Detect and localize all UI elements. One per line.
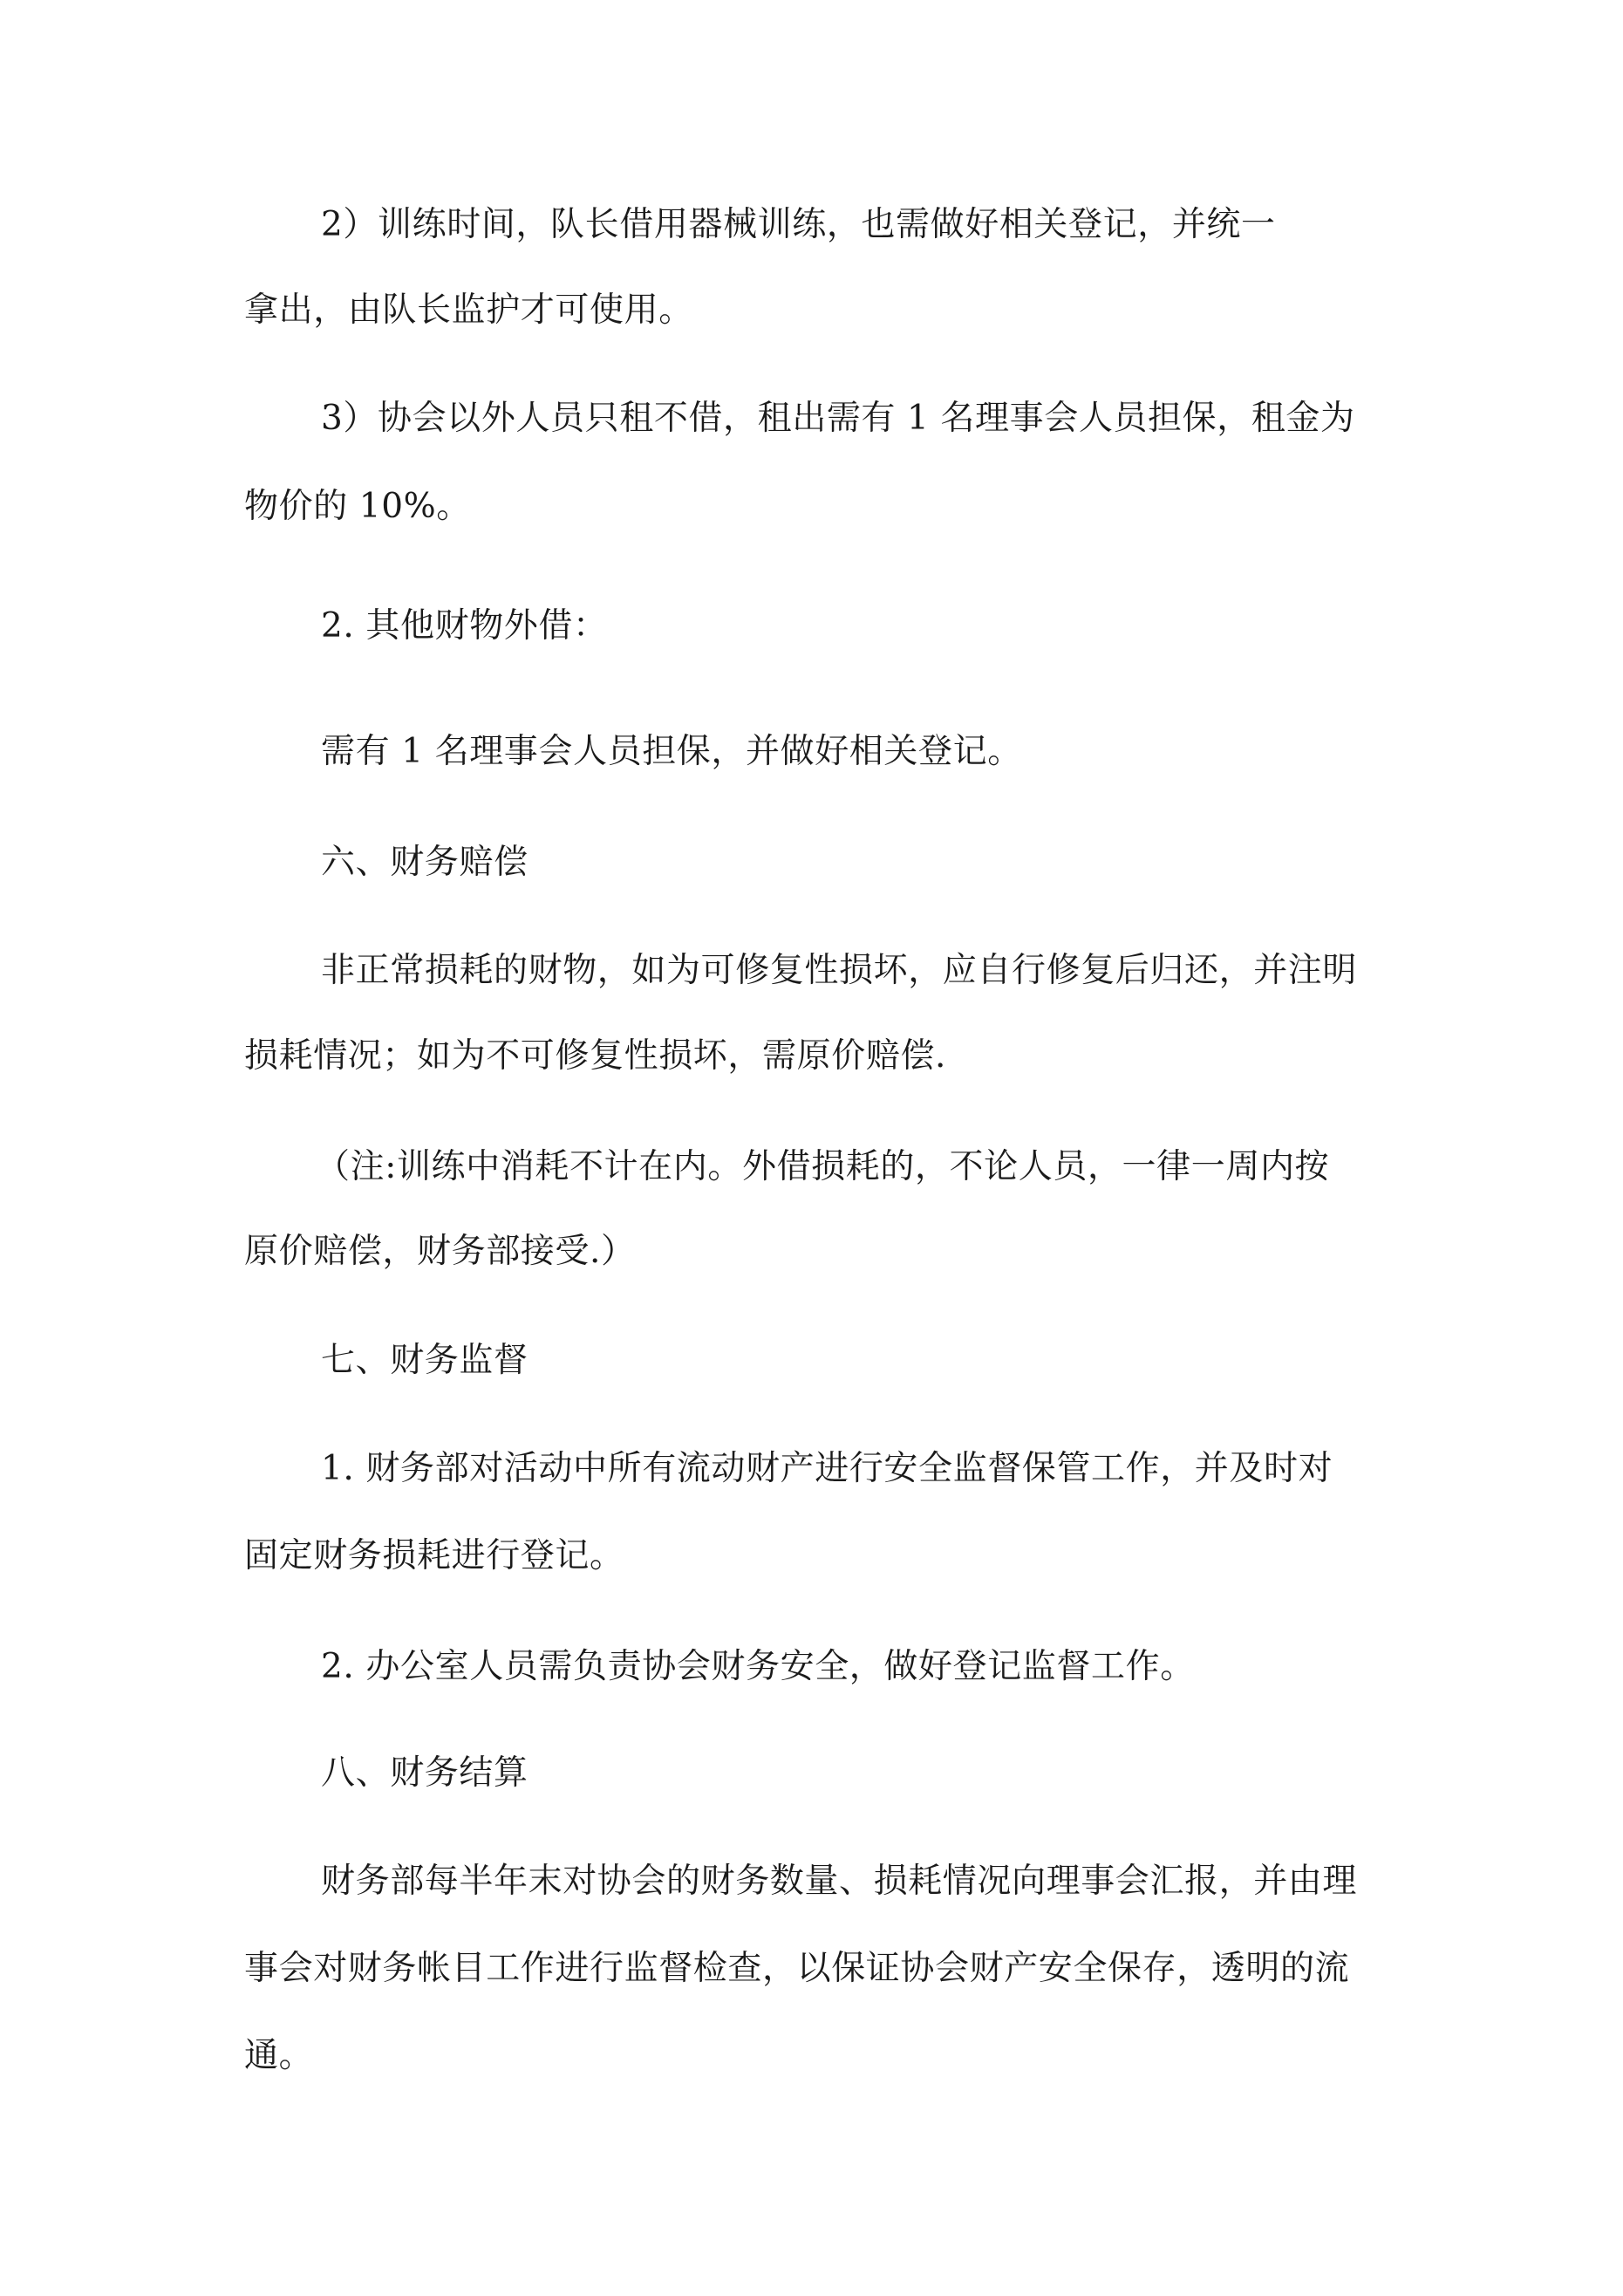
- paragraph-line: 2. 办公室人员需负责协会财务安全，做好登记监督工作。: [321, 1647, 1195, 1686]
- paragraph-line: 通。: [244, 2036, 314, 2075]
- paragraph-line: 1. 财务部对活动中所有流动财产进行安全监督保管工作，并及时对: [321, 1449, 1333, 1488]
- paragraph-line: 损耗情况；如为不可修复性损坏，需原价赔偿.: [244, 1036, 946, 1076]
- section-heading: 八、财务结算: [321, 1753, 528, 1793]
- paragraph-line: 3）协会以外人员只租不借，租出需有 1 名理事会人员担保，租金为: [321, 399, 1355, 438]
- note-line: （注:训练中消耗不计在内。外借损耗的，不论人员，一律一周内按: [316, 1147, 1330, 1186]
- paragraph-line: 固定财务损耗进行登记。: [244, 1536, 624, 1575]
- paragraph-line: 2）训练时间，队长借用器械训练，也需做好相关登记，并统一: [321, 205, 1276, 244]
- paragraph-line: 拿出，由队长监护才可使用。: [244, 290, 693, 330]
- section-heading: 七、财务监督: [321, 1341, 528, 1380]
- paragraph-line: 物价的 10%。: [244, 487, 471, 526]
- paragraph-line: 非正常损耗的财物，如为可修复性损坏，应自行修复后归还，并注明: [321, 951, 1358, 990]
- subsection-heading: 2. 其他财物外借：: [321, 606, 608, 646]
- paragraph-line: 财务部每半年末对协会的财务数量、损耗情况向理事会汇报，并由理: [321, 1862, 1358, 1901]
- section-heading: 六、财务赔偿: [321, 843, 528, 882]
- paragraph-line: 事会对财务帐目工作进行监督检查，以保证协会财产安全保存，透明的流: [244, 1949, 1350, 1988]
- note-line: 原价赔偿，财务部接受.）: [244, 1232, 636, 1271]
- paragraph-line: 需有 1 名理事会人员担保，并做好相关登记。: [321, 732, 1022, 771]
